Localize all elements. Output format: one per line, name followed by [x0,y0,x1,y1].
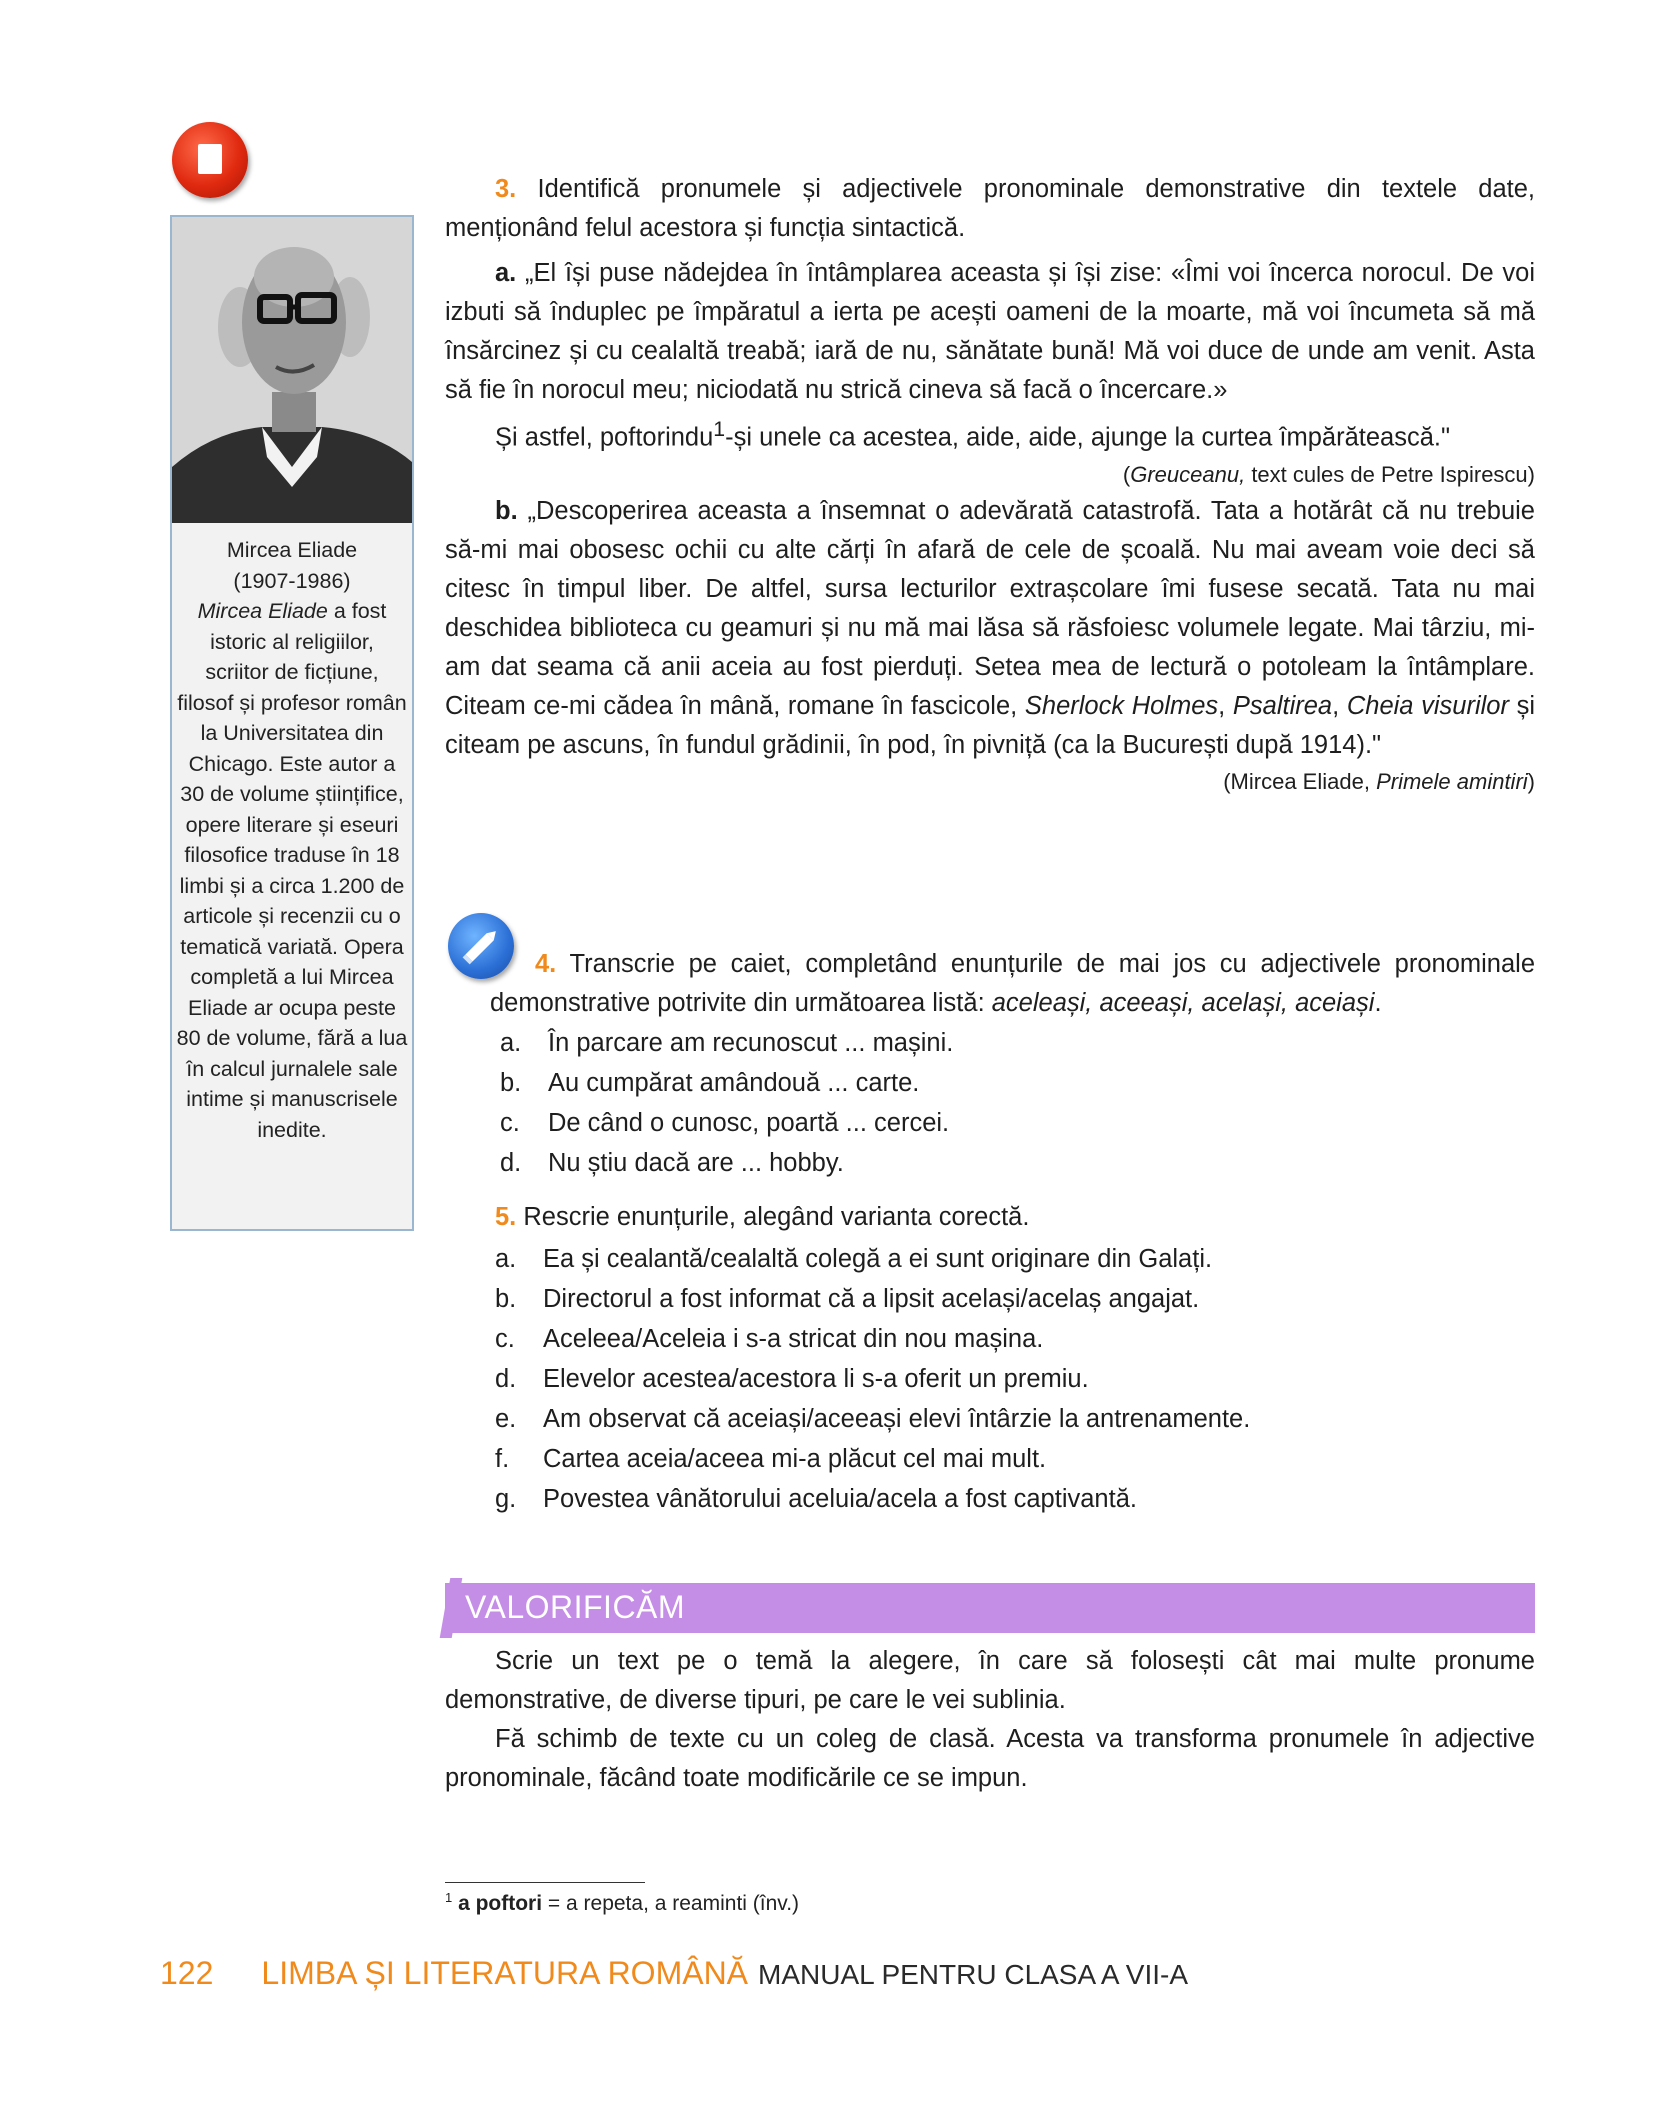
list-item [500,1023,1535,1063]
valorificam-body [445,1642,1535,1798]
source-text: (Mircea Eliade, [1223,768,1377,794]
source-text: text cules de Petre Ispirescu) [1245,461,1535,487]
separator: , [1218,691,1233,720]
item-letter: d. [495,1365,517,1393]
exercise-3b-source [445,765,1535,799]
page-number: 122 [160,1955,214,1991]
quote-text: și citeam pe ascuns, în fundul grădinii, în pod, în pivniță (ca la București după 1914)." [445,691,1536,759]
section-title: VALORIFICĂM [465,1589,686,1625]
list-item [495,1359,1535,1399]
list-item [495,1479,1535,1519]
footnote-number: 1 [445,1890,453,1905]
exercise-4-prompt [490,945,1535,1023]
item-letter: c. [500,1109,520,1137]
item-label: a. [495,259,517,287]
source-text: ) [1527,768,1535,794]
item-letter: e. [495,1405,517,1433]
list-item [500,1143,1535,1183]
punctuation: . [1374,989,1382,1017]
exercise-prompt-text: Rescrie enunțurile, alegând varianta corectă. [523,1203,1030,1231]
item-letter: a. [500,1029,522,1057]
item-letter: c. [495,1325,515,1353]
notebook-badge-icon [172,122,248,198]
item-text: De când o cunosc, poartă ... cercei. [548,1109,950,1137]
quote-text: „El își puse nădejdea în întâmplarea aceasta și își zise: «Îmi voi încerca norocul. De voi izbuti să înduplec pe împăratul a ierta pe acești oameni de la moarte, mă voi încumeta să mă însărcinez și cu cealaltă treabă; iară de nu, sănătate bună! Mă voi duce de unde am venit. Asta să fie în norocul meu; niciodată nu strică cineva să facă o încercare.» [445,259,1535,404]
separator: , [1332,691,1347,720]
exercise-number: 4. [535,950,557,978]
author-bio-text: a fost istoric al religiilor, scriitor de ficțiune, filosof și profesor român la Universitatea din Chicago. Este autor a 30 de volume științifice, opere literare și eseuri filosofice traduse în 18 limbi și a circa 1.200 de articole și recenzii cu o tematică variată. Opera completă a lui Mircea Eliade ar ocupa peste 80 de volume, fără a lua în calcul jurnalele sale intime și manuscrisele inedite. [176,599,408,1142]
italic-title: Cheia visurilor [1346,691,1509,720]
exercise-5-prompt [445,1198,1535,1237]
item-text: Elevelor acestea/acestora li s-a oferit un premiu. [543,1365,1089,1393]
exercise-prompt-text: Transcrie pe caiet, completând enunțurile de mai jos cu adjectivele pronominale demonstrative potrivite din următoarea listă: [490,950,1536,1017]
item-text: Aceleea/Aceleia i s-a stricat din nou mașina. [543,1325,1044,1353]
item-text: Am observat că aceiași/aceeași elevi întârzie la antrenamente. [543,1405,1251,1433]
footnote [445,1890,799,1916]
quote-text: „Descoperirea aceasta a însemnat o adevărată catastrofă. Tata a hotărât că nu trebuie să-mi mai obosesc ochii cu alte cărți în afară de cele de școală. Nu mai aveam voie deci să citesc în timpul liber. De altfel, sursa lecturilor extrașcolare îmi fusese secată. Tata nu mai deschidea biblioteca cu geamuri și nu mă mai lăsa să răsfoiesc volumele legate. Mai târziu, mi-am dat seama că anii aceia au fost pierduți. Setea mea de lectură o potoleam la întâmplare. Citeam ce-mi cădea în mână, romane în fascicole, [445,496,1535,720]
valorificam-paragraph-2: Fă schimb de texte cu un coleg de clasă. Acesta va transforma pronumele în adjective pronominale, făcând toate modificările ce se impun. [445,1725,1535,1792]
item-letter: g. [495,1485,517,1513]
list-item [500,1103,1535,1143]
item-text: Nu știu dacă are ... hobby. [548,1149,844,1177]
item-letter: b. [495,1285,517,1313]
source-text: ( [1122,461,1131,487]
author-bio-name: Mircea Eliade [197,599,328,623]
item-label: b. [495,496,518,525]
item-text: Ea și cealantă/cealaltă colegă a ei sunt originare din Galați. [543,1245,1213,1273]
quote-text: -și unele ca acestea, aide, aide, ajunge la curtea împărătească." [725,423,1451,452]
exercise-prompt-text: Identifică pronumele și adjectivele pronominale demonstrative din textele date, menționând felul acestora și funcția sintactică. [445,175,1535,242]
exercise-3b-text [445,492,1535,765]
exercise-5-items [495,1239,1535,1519]
list-item [495,1239,1535,1279]
page-footer [160,1955,1188,1992]
list-item [495,1319,1535,1359]
exercise-3a-source [445,458,1535,492]
word-list: aceleași, aceeași, același, aceiași [991,989,1375,1017]
item-letter: a. [495,1245,517,1273]
quote-text: Și astfel, poftorindu [495,423,714,452]
exercise-3a-text [445,254,1535,410]
italic-title: Psaltirea [1232,691,1333,720]
item-text: Au cumpărat amândouă ... carte. [548,1069,920,1097]
author-name: Mircea Eliade [226,538,358,562]
list-item [495,1399,1535,1439]
author-sidebar [170,215,414,1231]
item-text: Cartea aceia/aceea mi-a plăcut cel mai mult. [543,1445,1047,1473]
exercise-4-items [500,1023,1535,1183]
exercise-3a-text-2 [445,410,1535,458]
exercise-4 [490,945,1535,1183]
item-text: În parcare am recunoscut ... mașini. [548,1029,954,1057]
exercise-3 [445,170,1535,799]
author-years: (1907-1986) [233,568,351,593]
exercise-3-prompt [445,170,1535,248]
exercise-5 [445,1198,1535,1519]
list-item [500,1063,1535,1103]
item-text: Povestea vânătorului aceluia/acela a fost captivantă. [543,1485,1137,1513]
author-portrait [172,217,412,523]
footnote-definition: = a repeta, a reaminti (înv.) [542,1892,800,1915]
footnote-term: a poftori [458,1892,543,1915]
author-bio [176,596,408,1145]
source-title: Primele amintiri [1376,768,1528,794]
exercise-number: 3. [495,175,517,203]
footnote-divider [445,1882,645,1883]
footnote-ref: 1 [713,417,726,441]
valorificam-paragraph-1: Scrie un text pe o temă la alegere, în care să folosești cât mai multe pronume demonstrative, de diverse tipuri, pe care le vei sublinia. [445,1647,1535,1714]
author-caption [176,535,408,1145]
italic-title: Sherlock Holmes [1024,691,1219,720]
item-letter: b. [500,1069,522,1097]
source-title: Greuceanu, [1130,461,1246,487]
book-title: LIMBA ȘI LITERATURA ROMÂNĂ [261,1955,749,1991]
item-text: Directorul a fost informat că a lipsit același/acelaș angajat. [543,1285,1200,1313]
book-subtitle: MANUAL PENTRU CLASA A VII-A [758,1959,1188,1990]
item-letter: f. [495,1445,510,1473]
exercise-number: 5. [495,1203,517,1231]
item-letter: d. [500,1149,522,1177]
list-item [495,1279,1535,1319]
list-item [495,1439,1535,1479]
section-header-valorificam [445,1583,1535,1633]
